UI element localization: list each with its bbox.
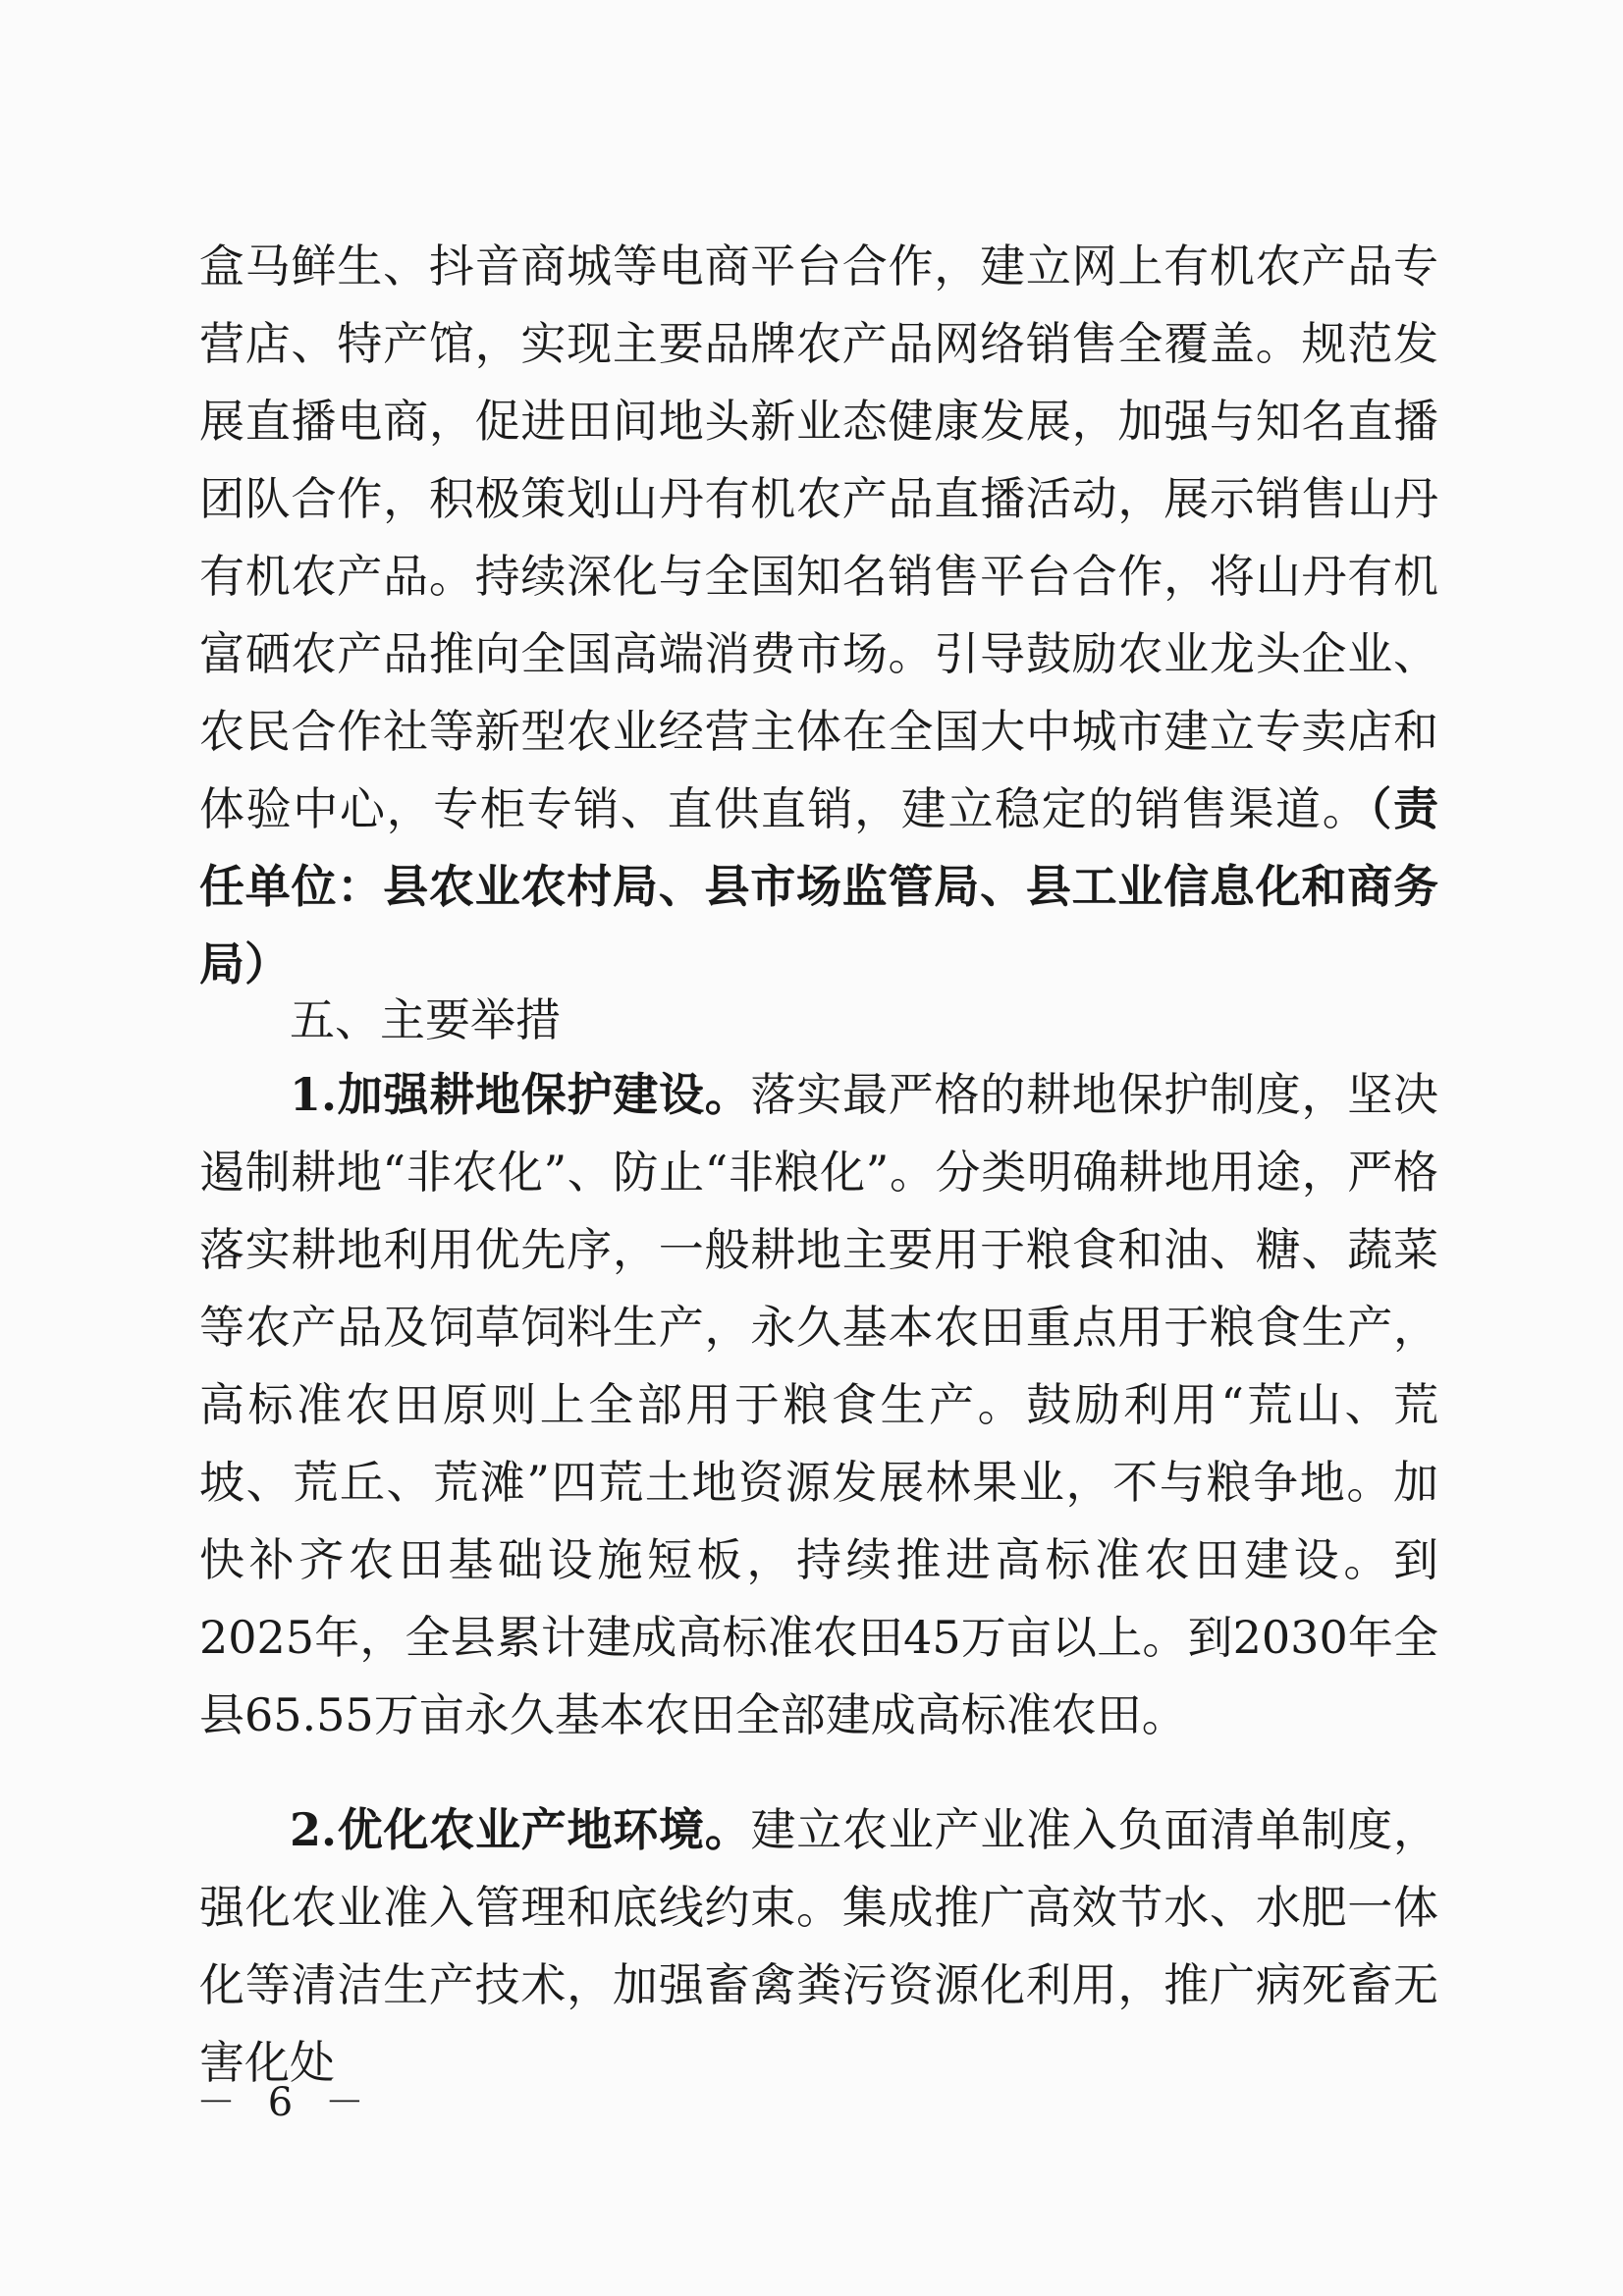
responsibility-note: （责任单位：县农业农村局、县市场监管局、县工业信息化和商务局） <box>199 782 1439 990</box>
paragraph-farmland-protection <box>199 1056 1438 1754</box>
paragraph-ecommerce <box>199 228 1438 1003</box>
paragraph-text: 落实最严格的耕地保护制度，坚决遏制耕地“非农化”、防止“非粮化”。分类明确耕地用途，严格落实耕地利用优先序，一般耕地主要用于粮食和油、糖、蔬菜等农产品及饲草饲料生产，永久基本农田重点用于粮食生产，高标准农田原则上全部用于粮食生产。鼓励利用“荒山、荒坡、荒丘、荒滩”四荒土地资源发展林果业，不与粮争地。加快补齐农田基础设施短板，持续推进高标准农田建设。到2025年，全县累计建成高标准农田45万亩以上。到2030年全县65.55万亩永久基本农田全部建成高标准农田。 <box>199 1068 1438 1741</box>
section-heading-text: 五、主要举措 <box>290 993 561 1046</box>
paragraph-text: 建立农业产业准入负面清单制度，强化农业准入管理和底线约束。集成推广高效节水、水肥一体化等清洁生产技术，加强畜禽粪污资源化利用，推广病死畜无害化处 <box>199 1803 1438 2089</box>
section-heading <box>199 982 1438 1059</box>
page-number: － 6 － <box>196 2080 374 2125</box>
paragraph-title: 2.优化农业产地环境。 <box>290 1803 751 1856</box>
paragraph-text: 盒马鲜生、抖音商城等电商平台合作，建立网上有机农产品专营店、特产馆，实现主要品牌农产品网络销售全覆盖。规范发展直播电商，促进田间地头新业态健康发展，加强与知名直播团队合作，积极策划山丹有机农产品直播活动，展示销售山丹有机农产品。持续深化与全国知名销售平台合作，将山丹有机富硒农产品推向全国高端消费市场。引导鼓励农业龙头企业、农民合作社等新型农业经营主体在全国大中城市建立专卖店和体验中心，专柜专销、直供直销，建立稳定的销售渠道。 <box>199 240 1438 835</box>
paragraph-title: 1.加强耕地保护建设。 <box>290 1068 751 1121</box>
paragraph-environment <box>199 1791 1438 2102</box>
